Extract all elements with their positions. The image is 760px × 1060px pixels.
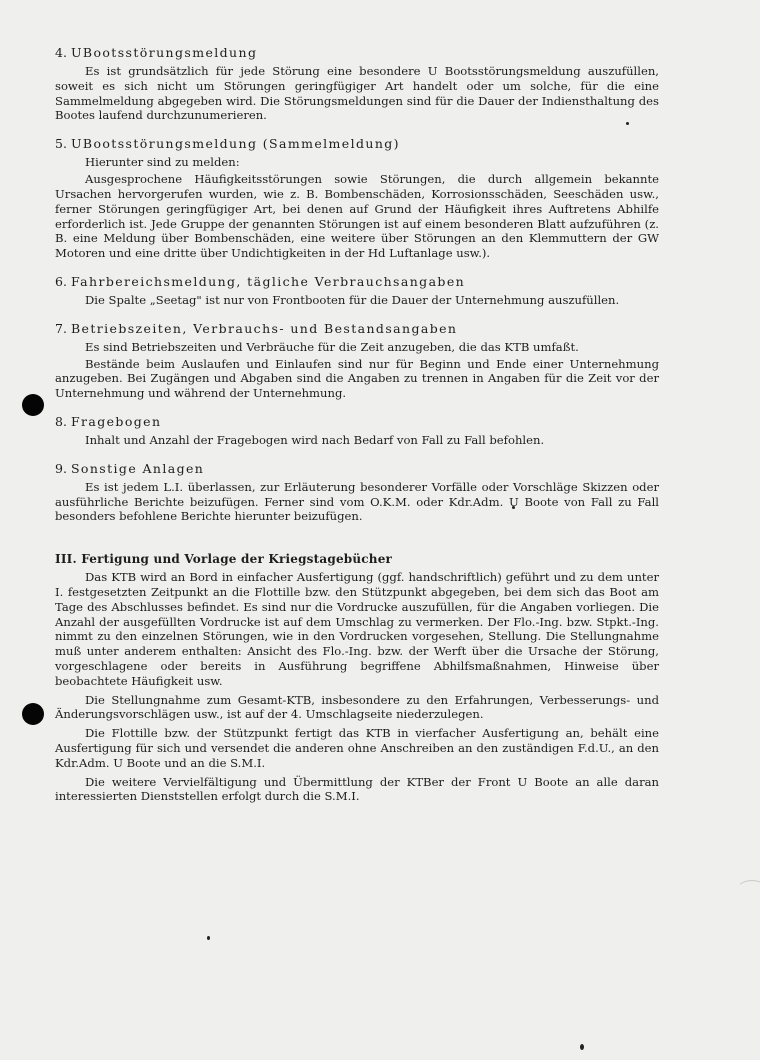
section-paragraph: Es ist grundsätzlich für jede Störung eine besondere U Bootsstörungsmeldung auszufüllen, soweit es sich nicht um Störungen geringfügiger Art handelt oder um solche, für die eine Sammelmeldung abgegeben wird. Die Störungsmeldungen sind für die Dauer der Indiensthaltung des Bootes laufend durchzunumerieren.: [55, 64, 659, 123]
section-heading: [55, 460, 659, 477]
paper-fold-mark: [0, 282, 52, 374]
part-paragraph: Die weitere Vervielfältigung und Übermittlung der KTBer der Front U Boote an alle daran interessierten Dienststellen erfolgt durch die S.M.I.: [55, 774, 659, 804]
section-title: UBootsstörungsmeldung: [70, 45, 258, 60]
ink-speck: [207, 936, 210, 940]
section-paragraph: Bestände beim Auslaufen und Einlaufen sind nur für Beginn und Ende einer Unternehmung anzugeben. Bei Zugängen und Abgaben sind die Angaben zu trennen in Angaben für die Zeit vor der Unternehmung und während der Unternehmung.: [55, 356, 659, 401]
section-number: 5.: [55, 136, 67, 152]
section-number: 8.: [55, 413, 67, 429]
section-heading: [55, 44, 659, 61]
section-6: [55, 273, 659, 308]
part-heading: III. Fertigung und Vorlage der Kriegstagebücher: [55, 552, 393, 567]
section-title: UBootsstörungsmeldung (Sammelmeldung): [70, 136, 400, 152]
section-title: Sonstige Anlagen: [70, 460, 205, 476]
section-number: 4.: [55, 45, 67, 60]
section-title: Fragebogen: [70, 413, 162, 429]
section-paragraph: Es sind Betriebszeiten und Verbräuche für die Zeit anzugeben, die das KTB umfaßt.: [85, 339, 579, 354]
section-number: 9.: [55, 460, 67, 476]
section-number: 6.: [55, 273, 67, 289]
section-paragraph: Ausgesprochene Häufigkeitsstörungen sowie Störungen, die durch allgemein bekannte Ursachen hervorgerufen wurden, wie z. B. Bombenschäden, Korrosionsschäden, Seeschäden usw., ferner Störungen geringfügiger Art, bei denen auf Grund der Häufigkeit ihres Auftretens Abhilfe erforderlich ist. Jede Gruppe der genannten Störungen ist auf einem besonderen Blatt aufzuführen (z. B. eine Meldung über Bombenschäden, eine weitere über Störungen an den Klemmuttern der GW Motoren und eine dritte über Undichtigkeiten in der Hd Luftanlage usw.).: [55, 172, 659, 261]
section-5: [55, 135, 659, 261]
section-9: [55, 460, 659, 524]
section-heading: [55, 135, 659, 152]
section-paragraph: Es ist jedem L.I. überlassen, zur Erläuterung besonderer Vorfälle oder Vorschläge Skizzen oder ausführliche Berichte beizufügen. Ferner sind vom O.K.M. oder Kdr.Adm. U Boote von Fall zu Fall besonders befohlene Berichte hierunter beizufügen.: [55, 479, 659, 524]
section-8: [55, 413, 659, 448]
part-paragraph: Das KTB wird an Bord in einfacher Ausfertigung (ggf. handschriftlich) geführt und zu dem unter I. festgesetzten Zeitpunkt an die Flottille bzw. den Stützpunkt abgegeben, bei dem sich das Boot am Tage des Abschlusses befindet. Es sind nur die Vordrucke auszufüllen, für die Angaben vorliegen. Die Anzahl der ausgefüllten Vordrucke ist auf dem Umschlag zu vermerken. Der Flo.-Ing. bzw. Stpkt.-Ing. nimmt zu den einzelnen Störungen, wie in den Vordrucken vorgesehen, Stellung. Die Stellungnahme muß unter anderem enthalten: Ansicht des Flo.-Ing. bzw. der Werft über die Ursache der Störung, vorgeschlagene oder bereits in Ausführung begriffene Abhilfsmaßnahmen, Hinweise über beobachtete Häufigkeit usw.: [55, 570, 659, 688]
section-subheading: Hierunter sind zu melden:: [85, 155, 240, 170]
document-body: [55, 44, 659, 808]
paper-corner-mark: [736, 880, 760, 902]
section-7: [55, 320, 659, 401]
section-paragraph: Inhalt und Anzahl der Fragebogen wird nach Bedarf von Fall zu Fall befohlen.: [85, 432, 545, 447]
section-title: Betriebszeiten, Verbrauchs- und Bestandsangaben: [70, 320, 458, 336]
part-iii: [55, 552, 659, 804]
punch-hole-lower: [22, 703, 44, 725]
section-title: Fahrbereichsmeldung, tägliche Verbrauchsangaben: [70, 273, 466, 289]
section-heading: [55, 413, 659, 430]
section-paragraph: Die Spalte „Seetag" ist nur von Frontbooten für die Dauer der Unternehmung auszufüllen.: [85, 292, 620, 307]
section-heading: [55, 273, 659, 290]
part-paragraph: Die Stellungnahme zum Gesamt-KTB, insbesondere zu den Erfahrungen, Verbesserungs- und Änderungsvorschlägen usw., ist auf der 4. Umschlagseite niederzulegen.: [55, 692, 659, 722]
section-number: 7.: [55, 320, 67, 336]
section-heading: [55, 320, 659, 337]
punch-hole-upper: [22, 394, 44, 416]
section-4: [55, 44, 659, 123]
ink-speck: [580, 1044, 584, 1050]
part-paragraph: Die Flottille bzw. der Stützpunkt fertigt das KTB in vierfacher Ausfertigung an, behält eine Ausfertigung für sich und versendet die anderen ohne Anschreiben an den zuständigen F.d.U., an den Kdr.Adm. U Boote und an die S.M.I.: [55, 726, 659, 770]
